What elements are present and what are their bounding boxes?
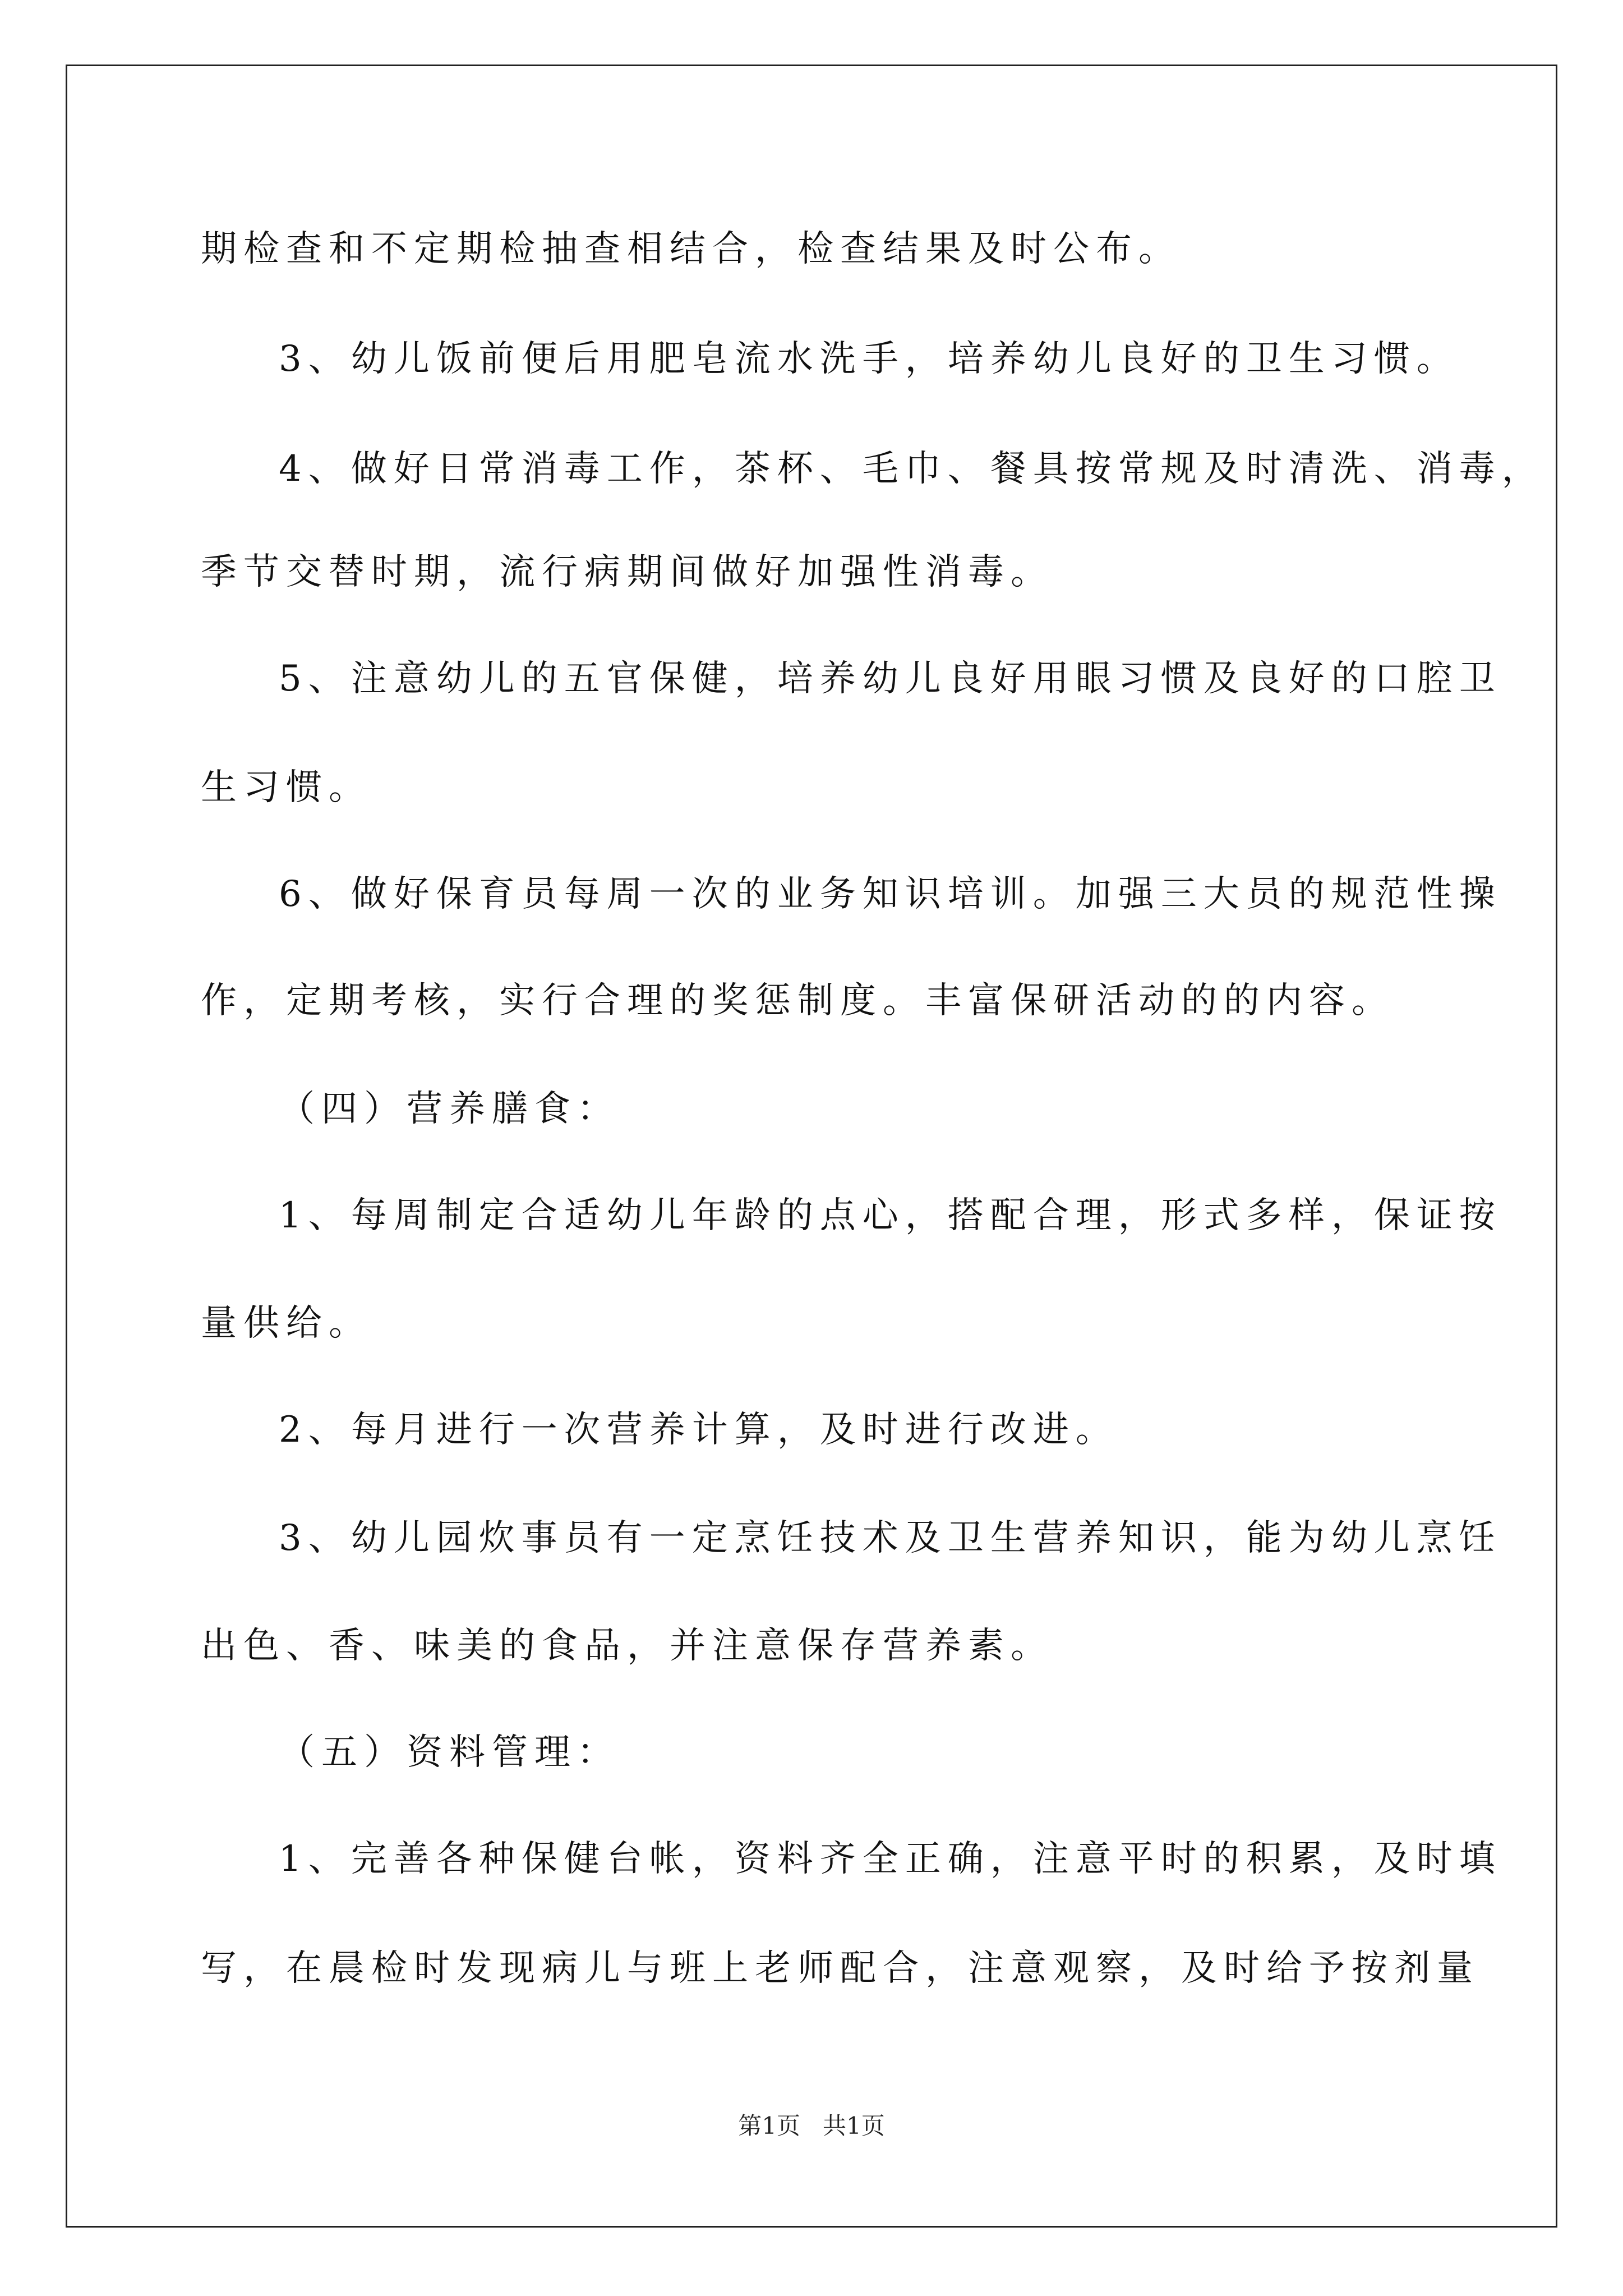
text-line: 出色、香、味美的食品，并注意保存营养素。 [201, 1625, 1053, 1667]
section-heading: （四）营养膳食： [279, 1088, 620, 1130]
page-border [66, 65, 1557, 2228]
text-line: 3、幼儿园炊事员有一定烹饪技术及卫生营养知识，能为幼儿烹饪 [279, 1517, 1502, 1559]
text-line: 量供给。 [201, 1303, 371, 1344]
page-footer: 第1页 共1页 [738, 2112, 885, 2139]
text-line: 写，在晨检时发现病儿与班上老师配合，注意观察，及时给予按剂量 [201, 1948, 1479, 1989]
text-line: 1、完善各种保健台帐，资料齐全正确，注意平时的积累，及时填 [279, 1838, 1502, 1880]
text-line: 2、每月进行一次营养计算，及时进行改进。 [279, 1409, 1118, 1451]
text-line: 作，定期考核，实行合理的奖惩制度。丰富保研活动的的内容。 [201, 980, 1394, 1022]
text-line: 期检查和不定期检抽查相结合，检查结果及时公布。 [201, 228, 1181, 270]
text-line: 4、做好日常消毒工作，茶杯、毛巾、餐具按常规及时清洗、消毒， [279, 448, 1544, 490]
text-line: 季节交替时期，流行病期间做好加强性消毒。 [201, 551, 1053, 593]
text-line: 生习惯。 [201, 767, 371, 808]
text-line: 6、做好保育员每周一次的业务知识培训。加强三大员的规范性操 [279, 873, 1502, 915]
section-heading: （五）资料管理： [279, 1732, 620, 1773]
text-line: 5、注意幼儿的五官保健，培养幼儿良好用眼习惯及良好的口腔卫 [279, 658, 1502, 700]
text-line: 3、幼儿饭前便后用肥皂流水洗手，培养幼儿良好的卫生习惯。 [279, 338, 1459, 380]
text-line: 1、每周制定合适幼儿年龄的点心，搭配合理，形式多样，保证按 [279, 1195, 1502, 1236]
